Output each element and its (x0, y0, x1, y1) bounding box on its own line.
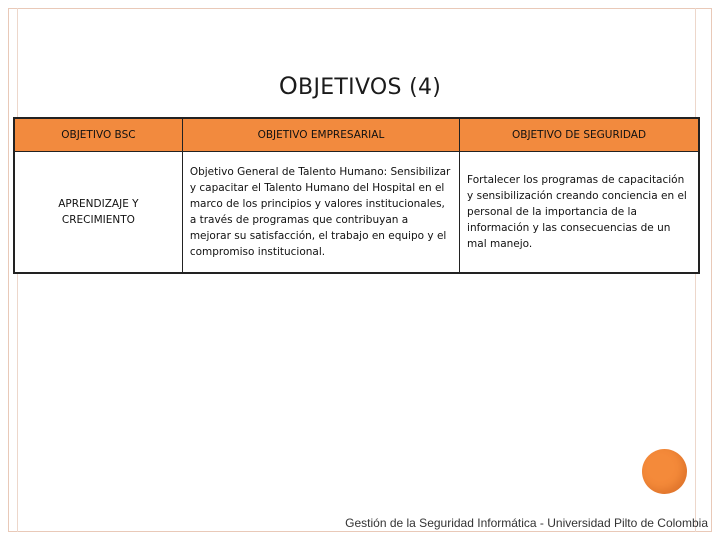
title-rest: BJETIVOS (4) (298, 75, 442, 100)
header-objetivo-seguridad: OBJETIVO DE SEGURIDAD (460, 118, 699, 152)
decorative-orange-circle (642, 449, 687, 494)
table-header-row (14, 118, 699, 152)
header-objetivo-empresarial: OBJETIVO EMPRESARIAL (182, 118, 459, 152)
objectives-table (13, 117, 700, 274)
cell-seguridad (460, 152, 699, 274)
bsc-text: APRENDIZAJE Y CRECIMIENTO (58, 198, 139, 226)
slide-title (0, 72, 720, 100)
cell-bsc (14, 152, 182, 274)
empresarial-text: Sensibilizar y capacitar el Talento Humano del Hospital en el marco de los principios y valores institucionales, a través de programas que contribuyan a mejorar su satisfacción, el trabajo en equipo y el compromiso institucional. (189, 166, 451, 258)
title-initial: O (278, 72, 299, 100)
header-objetivo-bsc: OBJETIVO BSC (14, 118, 182, 152)
cell-empresarial (182, 152, 459, 274)
empresarial-label: Objetivo General de Talento Humano: (189, 166, 388, 178)
seguridad-text: Fortalecer los programas de capacitación y sensibilización creando conciencia en el personal de la importancia de la información y las consecuencias de un mal manejo. (467, 174, 687, 250)
table-row (14, 152, 699, 274)
slide-footer: Gestión de la Seguridad Informática - Universidad Pilto de Colombia (345, 516, 708, 530)
